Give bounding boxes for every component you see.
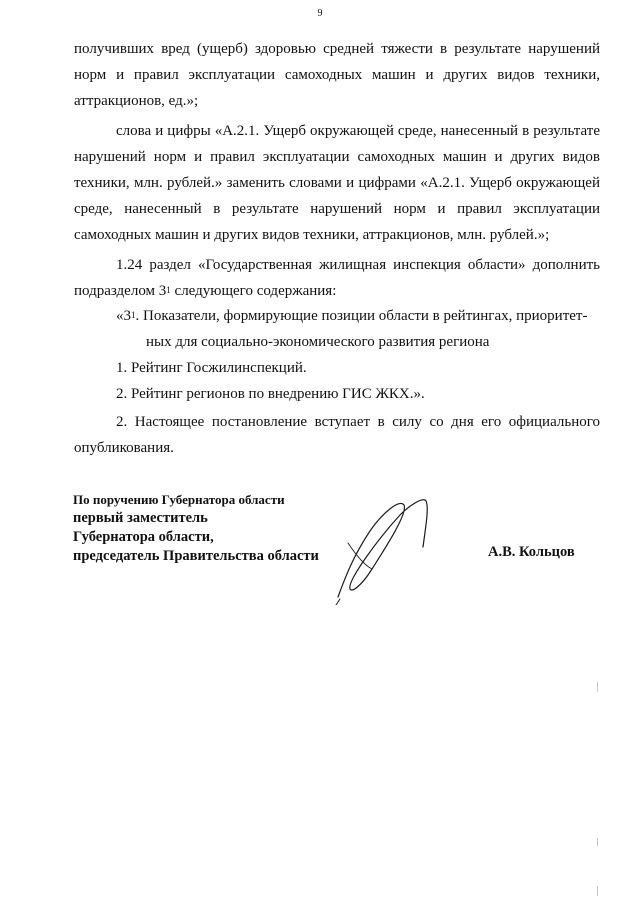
scan-mark — [597, 838, 598, 846]
subsection-heading-line-2: ных для социально-экономического развития региона — [146, 334, 490, 350]
signature-title-line-1: первый заместитель — [73, 510, 208, 526]
list-item-2: 2. Рейтинг регионов по внедрению ГИС ЖКХ.». — [116, 386, 425, 402]
subsection-heading-line-1 — [116, 303, 587, 329]
superscript-marker: 1 — [166, 285, 171, 295]
section-addition-text: 1.24 раздел «Государственная жилищная инспекция области» дополнить подразделом 3 — [74, 257, 600, 299]
signature-title-line-3: председатель Правительства области — [73, 548, 319, 564]
heading-superscript: 1 — [131, 310, 136, 320]
signature-title-line-2: Губернатора области, — [73, 529, 214, 545]
paragraph-continuation: получивших вред (ущерб) здоровью средней тяжести в результате нарушений норм и правил эксплуатации самоходных машин и других видов техники, аттракционов, ед.»; — [74, 41, 600, 109]
handwritten-signature — [330, 495, 440, 605]
scan-mark — [597, 886, 598, 896]
heading-open: «3 — [116, 308, 131, 324]
paragraph-section-addition — [74, 252, 600, 304]
page-number: 9 — [317, 8, 323, 19]
paragraph-effective-date: 2. Настоящее постановление вступает в силу со дня его официального опубликования. — [74, 414, 600, 456]
heading-rest: . Показатели, формирующие позиции области в рейтингах, приоритет- — [135, 308, 588, 324]
paragraph-replacement: слова и цифры «А.2.1. Ущерб окружающей среде, нанесенный в результате нарушений норм и правил эксплуатации самоходных машин и других видов техники, млн. рублей.» заменить словами и цифрами «А.2.1. Ущерб окружающей среде, нанесенный в результате нарушений норм и правил эксплуатации самоходных машин и других видов техники, аттракционов, млн. рублей.»; — [74, 123, 600, 243]
section-addition-tail: следующего содержания: — [170, 283, 337, 299]
signatory-name: А.В. Кольцов — [488, 544, 575, 560]
list-item-1: 1. Рейтинг Госжилинспекций. — [116, 360, 307, 376]
scan-mark — [597, 682, 598, 692]
signature-authority-line: По поручению Губернатора области — [73, 492, 285, 507]
